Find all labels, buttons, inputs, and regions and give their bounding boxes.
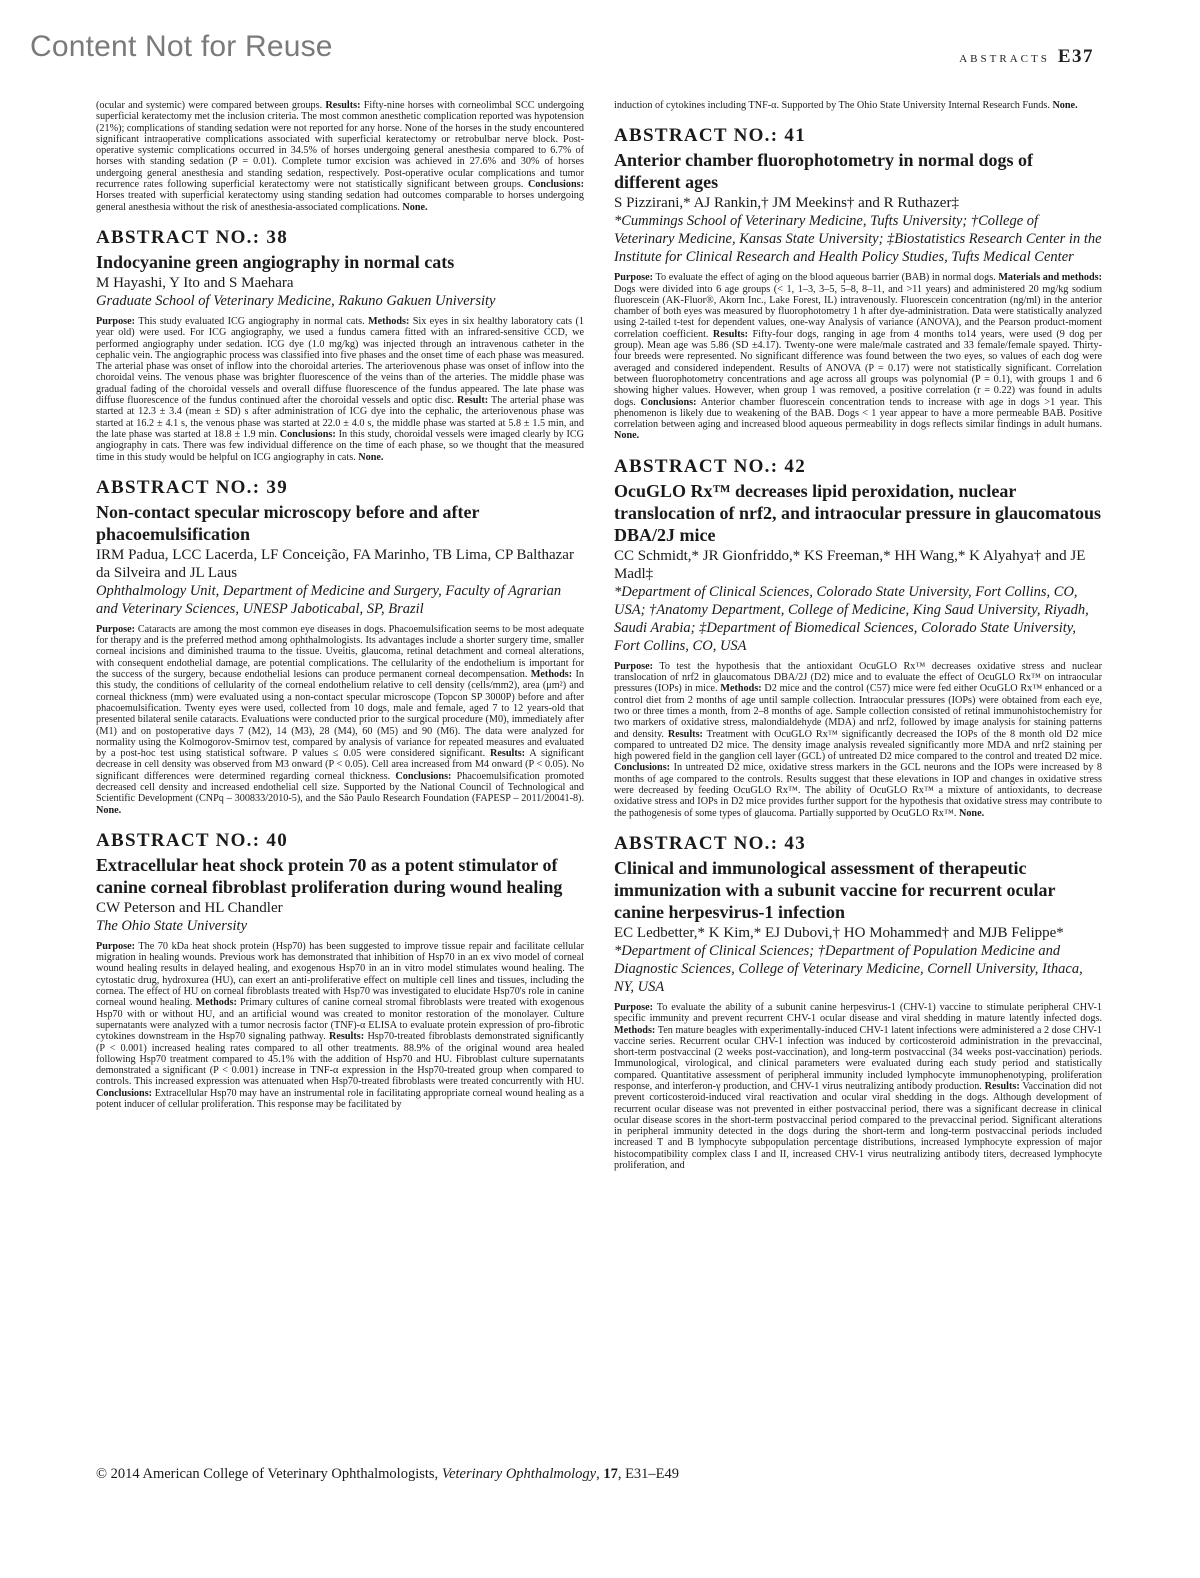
body-text: The arterial phase was started at 12.3 ± 3.4 (mean ± SD) s after administration of ICG dye into the cephalic, the arteriovenous phase was started at 16.2 ± 4.1 s, the venous phase was started at 22.0 ± 4.0 s, the middle phase was started at 5.8 ± 1.5 min, and the late phase was started at 18.8 ± 1.9 min. bbox=[96, 395, 584, 440]
section-label: Conclusions: bbox=[395, 770, 452, 782]
abstract bbox=[96, 477, 584, 816]
section-label: Conclusions: bbox=[96, 1087, 153, 1099]
abstract-body bbox=[614, 1002, 1102, 1171]
body-text: Primary cultures of canine corneal stromal fibroblasts were treated with exogenous Hsp70 with or without HU, and an artificial wound was created to monitor restoration of the monolayer. Culture supernatants were analyzed with a tumor necrosis factor (TNF)-α ELISA to evaluate protein expression of pro-fibrotic cytokines downstream in the Hsp70 signaling pathway. bbox=[96, 997, 584, 1043]
abstract-authors: S Pizzirani,* AJ Rankin,† JM Meekins† and R Ruthazer‡ bbox=[614, 195, 959, 212]
body-text: Phacoemulsification promoted decreased cell density and increased endothelial cell size. Supported by the National Council of Technological and Scientific Development (CNPq – 300833/2010-5), and the São Paulo Research Foundation (FAPESP – 2011/20041-8). bbox=[96, 770, 584, 805]
right-column bbox=[614, 100, 1102, 1171]
section-label: Methods: bbox=[720, 683, 762, 695]
abstract-authors: CC Schmidt,* JR Gionfriddo,* KS Freeman,* HH Wang,* K Alyahya† and JE Madl‡ bbox=[614, 547, 1086, 582]
body-text: Horses treated with superficial keratectomy using standing sedation had outcomes comparable to horses undergoing general anesthesia without the risk of anesthesia-associated complications. bbox=[96, 190, 584, 213]
section-label: Purpose: bbox=[614, 1001, 654, 1013]
section-label: Results: bbox=[984, 1080, 1020, 1092]
body-text: Ten mature beagles with experimentally-induced CHV-1 latent infections were administered a 2 dose CHV-1 vaccine series. Recurrent ocular CHV-1 infection was induced by corticosteroid administration in the prevaccinal, short-term postvaccinal (2 weeks post-vaccination), and long-term postvaccinal (34 weeks post-vaccination) periods. Immunological, virological, and clinical parameters were evaluated during each study period and statistically compared. Quantitative assessment of peripheral immunity included lymphocyte immunophenotyping, proliferation response, and interferon-γ production, and CHV-1 virus neutralizing antibody production. bbox=[614, 1024, 1102, 1092]
abstract-title: Indocyanine green angiography in normal cats bbox=[96, 251, 455, 272]
left-abstract-list bbox=[96, 227, 584, 1110]
abstract-authors: IRM Padua, LCC Lacerda, LF Conceição, FA Marinho, TB Lima, CP Balthazar da Silveira and JL Laus bbox=[96, 546, 574, 581]
abstract-body bbox=[96, 316, 584, 463]
body-text: To test the hypothesis that the antioxidant OcuGLO Rx™ decreases oxidative stress and nuclear translocation of nrf2 in glaucomatous DBA/2J (D2) mice and to evaluate the effect of OcuGLO Rx™ on intraocular pressures (IOPs) in mice. bbox=[614, 660, 1102, 695]
body-text: induction of cytokines including TNF-α. Supported by The Ohio State University Internal Research Funds. bbox=[614, 100, 1053, 111]
body-text: Extracellular Hsp70 may have an instrumental role in facilitating appropriate corneal wound healing as a potent inducer of cellular proliferation. This response may be facilitated by bbox=[96, 1087, 584, 1111]
section-label: Purpose: bbox=[614, 660, 654, 672]
footer-pages: , E31–E49 bbox=[617, 1466, 680, 1482]
body-text: Dogs were divided into 6 age groups (< 1, 1–3, 3–5, 5–8, 8–11, and >11 years) and administered 20 mg/kg sodium fluorescein (AK-Fluor®, Akorn Inc., Lake Forest, IL) intravenously. Fluorescein concentration (ng/ml) in the anterior chamber of both eyes was measured by fluorophotometry 1 h after dye-administration. Data were statistically analyzed using 2-tailed t-test for dependent values, one-way Analysis of variance (ANOVA), and the Pearson product-moment correlation coefficient. bbox=[614, 283, 1102, 340]
page-footer: © 2014 American College of Veterinary Ophthalmologists, Veterinary Ophthalmology, 17, E31–E49 bbox=[96, 1466, 680, 1482]
footer-volume: 17 bbox=[603, 1466, 618, 1482]
page-number: E37 bbox=[1057, 46, 1094, 67]
body-text: D2 mice and the control (C57) mice were fed either OcuGLO Rx™ enhanced or a control diet from 2 months of age until sample collection. Intraocular pressures (IOPs) were obtained from each eye, two or three times a month, from 2–8 months of age. Sample collection consisted of retinal immunohistochemistry for two markers of oxidative stress, malondialdehyde (MDA) and nrf2, followed by image analysis for staining patterns and density. bbox=[614, 683, 1103, 740]
section-label: None. bbox=[958, 807, 985, 819]
section-label: Methods: bbox=[614, 1024, 656, 1036]
abstract-body bbox=[96, 941, 584, 1110]
footer-journal: Veterinary Ophthalmology bbox=[441, 1466, 597, 1482]
body-text: Cataracts are among the most common eye diseases in dogs. Phacoemulsification seems to be most adequate for therapy and is the preferred method among ophthalmologists. Its advantages include a shorter surgery time, smaller corneal incisions and diminished trauma to the tissue. Uveitis, glaucoma, retinal detachment and corneal alterations, with consequent endothelial damage, are potential complications. The cellularity of the endothelium is important for the success of the surgery, because endothelial lesions can produce permanent corneal decompensation. bbox=[96, 623, 584, 681]
abstract bbox=[96, 227, 584, 463]
abstract bbox=[614, 456, 1102, 819]
section-label: Conclusions: bbox=[614, 762, 671, 774]
abstract-affiliation: The Ohio State University bbox=[96, 917, 248, 934]
section-label: Results: bbox=[325, 100, 361, 111]
abstract-number: ABSTRACT NO.: 38 bbox=[96, 226, 289, 248]
abstract-body bbox=[96, 624, 584, 816]
abstract-authors: M Hayashi, Y Ito and S Maehara bbox=[96, 274, 294, 291]
abstract bbox=[614, 833, 1102, 1171]
abstract-authors: EC Ledbetter,* K Kim,* EJ Dubovi,† HO Mohammed† and MJB Felippe* bbox=[614, 924, 1064, 941]
abstract-authors: CW Peterson and HL Chandler bbox=[96, 899, 283, 916]
abstract-affiliation: Ophthalmology Unit, Department of Medicine and Surgery, Faculty of Agrarian and Veterinary Sciences, UNESP Jaboticabal, SP, Brazil bbox=[96, 582, 562, 617]
abstract-title: Clinical and immunological assessment of therapeutic immunization with a subunit vaccine for recurrent ocular canine herpesvirus-1 infection bbox=[614, 857, 1056, 922]
body-text: This study evaluated ICG angiography in normal cats. bbox=[135, 315, 369, 327]
body-text: Treatment with OcuGLO Rx™ significantly decreased the IOPs of the 8 month old D2 mice compared to untreated D2 mice. The density image analysis revealed significantly more MDA and nrf2 staining per high powered field in the ganglion cell layer (GCL) of untreated D2 mice compared to the control and treated D2 mice. bbox=[614, 728, 1102, 763]
abstract-number: ABSTRACT NO.: 42 bbox=[614, 455, 807, 477]
abstract-title: Anterior chamber fluorophotometry in normal dogs of different ages bbox=[614, 150, 1033, 193]
body-text: Anterior chamber fluorescein concentration tends to increase with age in dogs >1 year. This phenomenon is likely due to weakening of the BAB. Dogs < 1 year appear to have a more permeable BAB. Positive correlation between aging and increased blood aqueous permeability in dogs reflects similar findings in adult humans. bbox=[614, 396, 1103, 431]
section-label: None. bbox=[614, 430, 640, 442]
abstract-affiliation: Graduate School of Veterinary Medicine, Rakuno Gakuen University bbox=[96, 292, 496, 309]
watermark: Content Not for Reuse bbox=[30, 30, 333, 63]
section-label: Materials and methods: bbox=[998, 272, 1102, 284]
section-label: Result: bbox=[457, 395, 489, 407]
body-text: In this study, choroidal vessels were imaged clearly by ICG angiography in cats. There was few individual difference on the time of each phase, so we thought that the measured time in this study would be helpful on ICG angiography in cats. bbox=[96, 428, 584, 463]
abstract-number: ABSTRACT NO.: 41 bbox=[614, 125, 807, 147]
body-text: In untreated D2 mice, oxidative stress markers in the GCL neurons and the IOPs were increased by 8 months of age compared to the controls. Results suggest that these elevations in IOP and changes in oxidative stress were decreased by feeding OcuGLO Rx™. The ability of OcuGLO Rx™ a mixture of antioxidants, to decrease oxidative stress and IOPs in D2 mice provides further support for the hypothesis that oxidative stress may contribute to the pathogenesis of some types of glaucoma. Partially supported by OcuGLO Rx™. bbox=[614, 762, 1102, 819]
abstract-body bbox=[614, 661, 1102, 819]
abstract-number: ABSTRACT NO.: 39 bbox=[96, 476, 289, 498]
abstract bbox=[96, 830, 584, 1110]
body-text: Fifty-nine horses with corneolimbal SCC undergoing superficial keratectomy met the inclusion criteria. The most common anesthetic complication reported was hypotension (21%); complications of standing sedation were not reported for any horse. None of the horses in the study encountered significant intraoperative complications associated with superficial keratectomy or retrobulbar nerve block. Post-operative systemic complications occurred in 34.5% of horses undergoing general anesthesia compared to 6.7% of horses with standing sedation (P = 0.01). Complete tumor excision was achieved in 27.6% and 30% of horses undergoing general anesthesia and standing sedation, respectively. Post-operative ocular complications and tumor recurrence rates following superficial keratectomy were not statistically significant between groups. bbox=[96, 100, 584, 191]
body-text: Hsp70-treated fibroblasts demonstrated significantly (P < 0.001) increased healing rates compared to all other treatments. 88.9% of the original wound area healed following Hsp70 treatment compared to 45.1% with the addition of Hsp70 and HU. Fibroblast culture supernatants demonstrated a significant (P < 0.001) increase in TNF-α expression in the Hsp70-treated group when compared to controls. This increased expression was attenuated when Hsp70-treated fibroblasts were treated concurrently with HU. bbox=[96, 1031, 585, 1088]
section-label: Purpose: bbox=[96, 623, 136, 635]
body-text: In this study, the conditions of cellularity of the corneal endothelium relative to cell density (cells/mm2), area (μm²) and corneal thickness (mm) were evaluated using a non-contact specular microscope (Topcon SP 3000P) before and after phacoemulsification. Twenty eyes were used, collected from 10 dogs, male and female, aged 7 to 12 years-old that presented bilateral senile cataracts. Evaluations were conducted prior to the surgical procedure (M0), immediately after (M1) and on postoperative days 7 (M2), 14 (M3), 28 (M4), 60 (M5) and 90 (M6). The data were analyzed for normality using the Kolmogorov-Smirnov test, compared by analysis of variance for repeated measures and evaluated by a post-hoc test using statistical software. P values ≤ 0.05 were considered significant. bbox=[96, 669, 584, 760]
body-text: Vaccination did not prevent corticosteroid-induced viral reactivation and ocular viral shedding in the dogs. Although development of recurrent ocular disease was not prevented in either postvaccinal period, there was a significant decrease in clinical ocular disease scores in the short-term postvaccinal period compared to the prevaccinal period. Significant alterations in peripheral immunity detected in the dogs during the short-term and long-term postvaccinal periods included increased T and B lymphocyte subpopulation percentage distributions, increased lymphocyte expression of major histocompatibility complex class I and II, increased CHV-1 virus neutralizing antibody titers, decreased lymphocyte proliferation, and bbox=[614, 1080, 1103, 1172]
section-label: Results: bbox=[667, 728, 703, 740]
abstract-title: Non-contact specular microscopy before and after phacoemulsification bbox=[96, 501, 480, 544]
section-label: Methods: bbox=[195, 997, 237, 1009]
abstract-body bbox=[614, 272, 1102, 441]
abstract-title: Extracellular heat shock protein 70 as a potent stimulator of canine corneal fibroblast proliferation during wound healing bbox=[96, 854, 563, 897]
section-label: Methods: bbox=[368, 315, 410, 327]
body-text: The 70 kDa heat shock protein (Hsp70) has been suggested to improve tissue repair and facilitate cellular migration in healing wounds. Previous work has demonstrated that inhibition of Hsp70 in an ex vivo model of corneal wound healing results in delayed healing, and exogenous Hsp70 in an in vitro model stimulates wound healing. The cytostatic drug, hydroxurea (HU), can exert an anti-proliferative effect on multiple cell lines and tissues, including the cornea. The effect of HU on corneal fibroblasts treated with Hsp70 was investigated to elucidate Hsp70's role in canine corneal wound healing. bbox=[96, 940, 584, 1009]
body-text: (ocular and systemic) were compared between groups. bbox=[96, 100, 326, 111]
running-head-label: ABSTRACTS bbox=[959, 53, 1050, 65]
section-label: None. bbox=[358, 451, 384, 463]
running-head bbox=[959, 46, 1094, 68]
abstract-number: ABSTRACT NO.: 40 bbox=[96, 829, 289, 851]
section-label: Methods: bbox=[530, 669, 573, 681]
section-label: Conclusions: bbox=[527, 179, 584, 191]
body-text: To evaluate the effect of aging on the blood aqueous barrier (BAB) in normal dogs. bbox=[653, 272, 999, 284]
section-label: Purpose: bbox=[614, 272, 654, 284]
abstract-title: OcuGLO Rx™ decreases lipid peroxidation, nuclear translocation of nrf2, and intraocular pressure in glaucomatous DBA/2J mice bbox=[614, 480, 1102, 545]
section-label: None. bbox=[1052, 100, 1078, 111]
section-label: Results: bbox=[712, 328, 749, 340]
abstract-affiliation: *Cummings School of Veterinary Medicine, Tufts University; †College of Veterinary Medicine, Kansas State University; ‡Biostatistics Research Center in the Institute for Clinical Research and Health Policy Studies, Tufts Medical Center bbox=[614, 213, 1102, 266]
right-continuation-text bbox=[614, 100, 1102, 111]
abstract-affiliation: *Department of Clinical Sciences; †Department of Population Medicine and Diagnostic Sciences, College of Veterinary Medicine, Cornell University, Ithaca, NY, USA bbox=[614, 942, 1083, 995]
section-label: Purpose: bbox=[96, 940, 136, 952]
section-label: None. bbox=[96, 804, 122, 816]
body-text: Six eyes in six healthy laboratory cats (1 year old) were used. For ICG angiography, we used a fundus camera fitted with an infrared-sensitive CCD, we performed angiography under sedation. ICG dye (1.0 mg/kg) was injected through an intravenous catheter in the cephalic vein. The angiographic process was classified into five phases and the onset time of each phase was measured. The arterial phase was onset of inflow into the choroidal arteries. The arteriovenous phase was onset of inflow into the choroidal veins. The venous phase was brighter fluorescence of the veins than of the arteries. The middle phase was gradual fading of the choroidal vessels and overall diffuse fluorescence of the fundus appeared. The late phase was diffuse fluorescence of the fundus continued after the choroidal vessels and optic disc. bbox=[96, 315, 584, 407]
right-abstract-list bbox=[614, 125, 1102, 1171]
section-label: Results: bbox=[329, 1031, 365, 1043]
abstract bbox=[614, 125, 1102, 441]
body-text: To evaluate the ability of a subunit canine herpesvirus-1 (CHV-1) vaccine to stimulate peripheral CHV-1 specific immunity and prevent recurrent CHV-1 ocular disease and viral shedding in mature latently infected dogs. bbox=[614, 1001, 1102, 1025]
abstract-number: ABSTRACT NO.: 43 bbox=[614, 832, 807, 854]
section-label: Conclusions: bbox=[640, 396, 697, 408]
left-column bbox=[96, 100, 584, 1110]
section-label: Purpose: bbox=[96, 315, 136, 327]
abstract-affiliation: *Department of Clinical Sciences, Colorado State University, Fort Collins, CO, USA; †Anatomy Department, College of Medicine, King Saud University, Riyadh, Saudi Arabia; ‡Department of Biomedical Sciences, Colorado State University, Fort Collins, CO, USA bbox=[614, 583, 1089, 654]
body-text: Fifty-four dogs, ranging in age from 4 months to14 years, were used (9 dog per group). Mean age was 5.86 (SD ±4.17). Twenty-one were male/male castrated and 33 female/female spayed. Thirty-four breeds were represented. No significant difference was found between the two eyes, so values of each dog were averaged and considered independent. Results of ANOVA (P = 0.17) were not statistically significant. Correlation between fluorophotometry concentrations and age across all groups was polynomial (P = 0.1), with groups 1 and 6 showing higher values. However, when group 1 was removed, a positive correlation (r = 0.22) was found in adults dogs. bbox=[614, 328, 1102, 408]
footer-copyright: © 2014 American College of Veterinary Ophthalmologists, bbox=[96, 1466, 442, 1482]
section-label: None. bbox=[402, 201, 428, 213]
body-text: A significant decrease in cell density was observed from M3 onward (P < 0.05). Cell area increased from M4 onward (P < 0.05). No significant differences were determined regarding corneal thickness. bbox=[96, 748, 584, 782]
left-continuation-text bbox=[96, 100, 584, 213]
section-label: Results: bbox=[489, 748, 526, 760]
section-label: Conclusions: bbox=[279, 428, 336, 440]
